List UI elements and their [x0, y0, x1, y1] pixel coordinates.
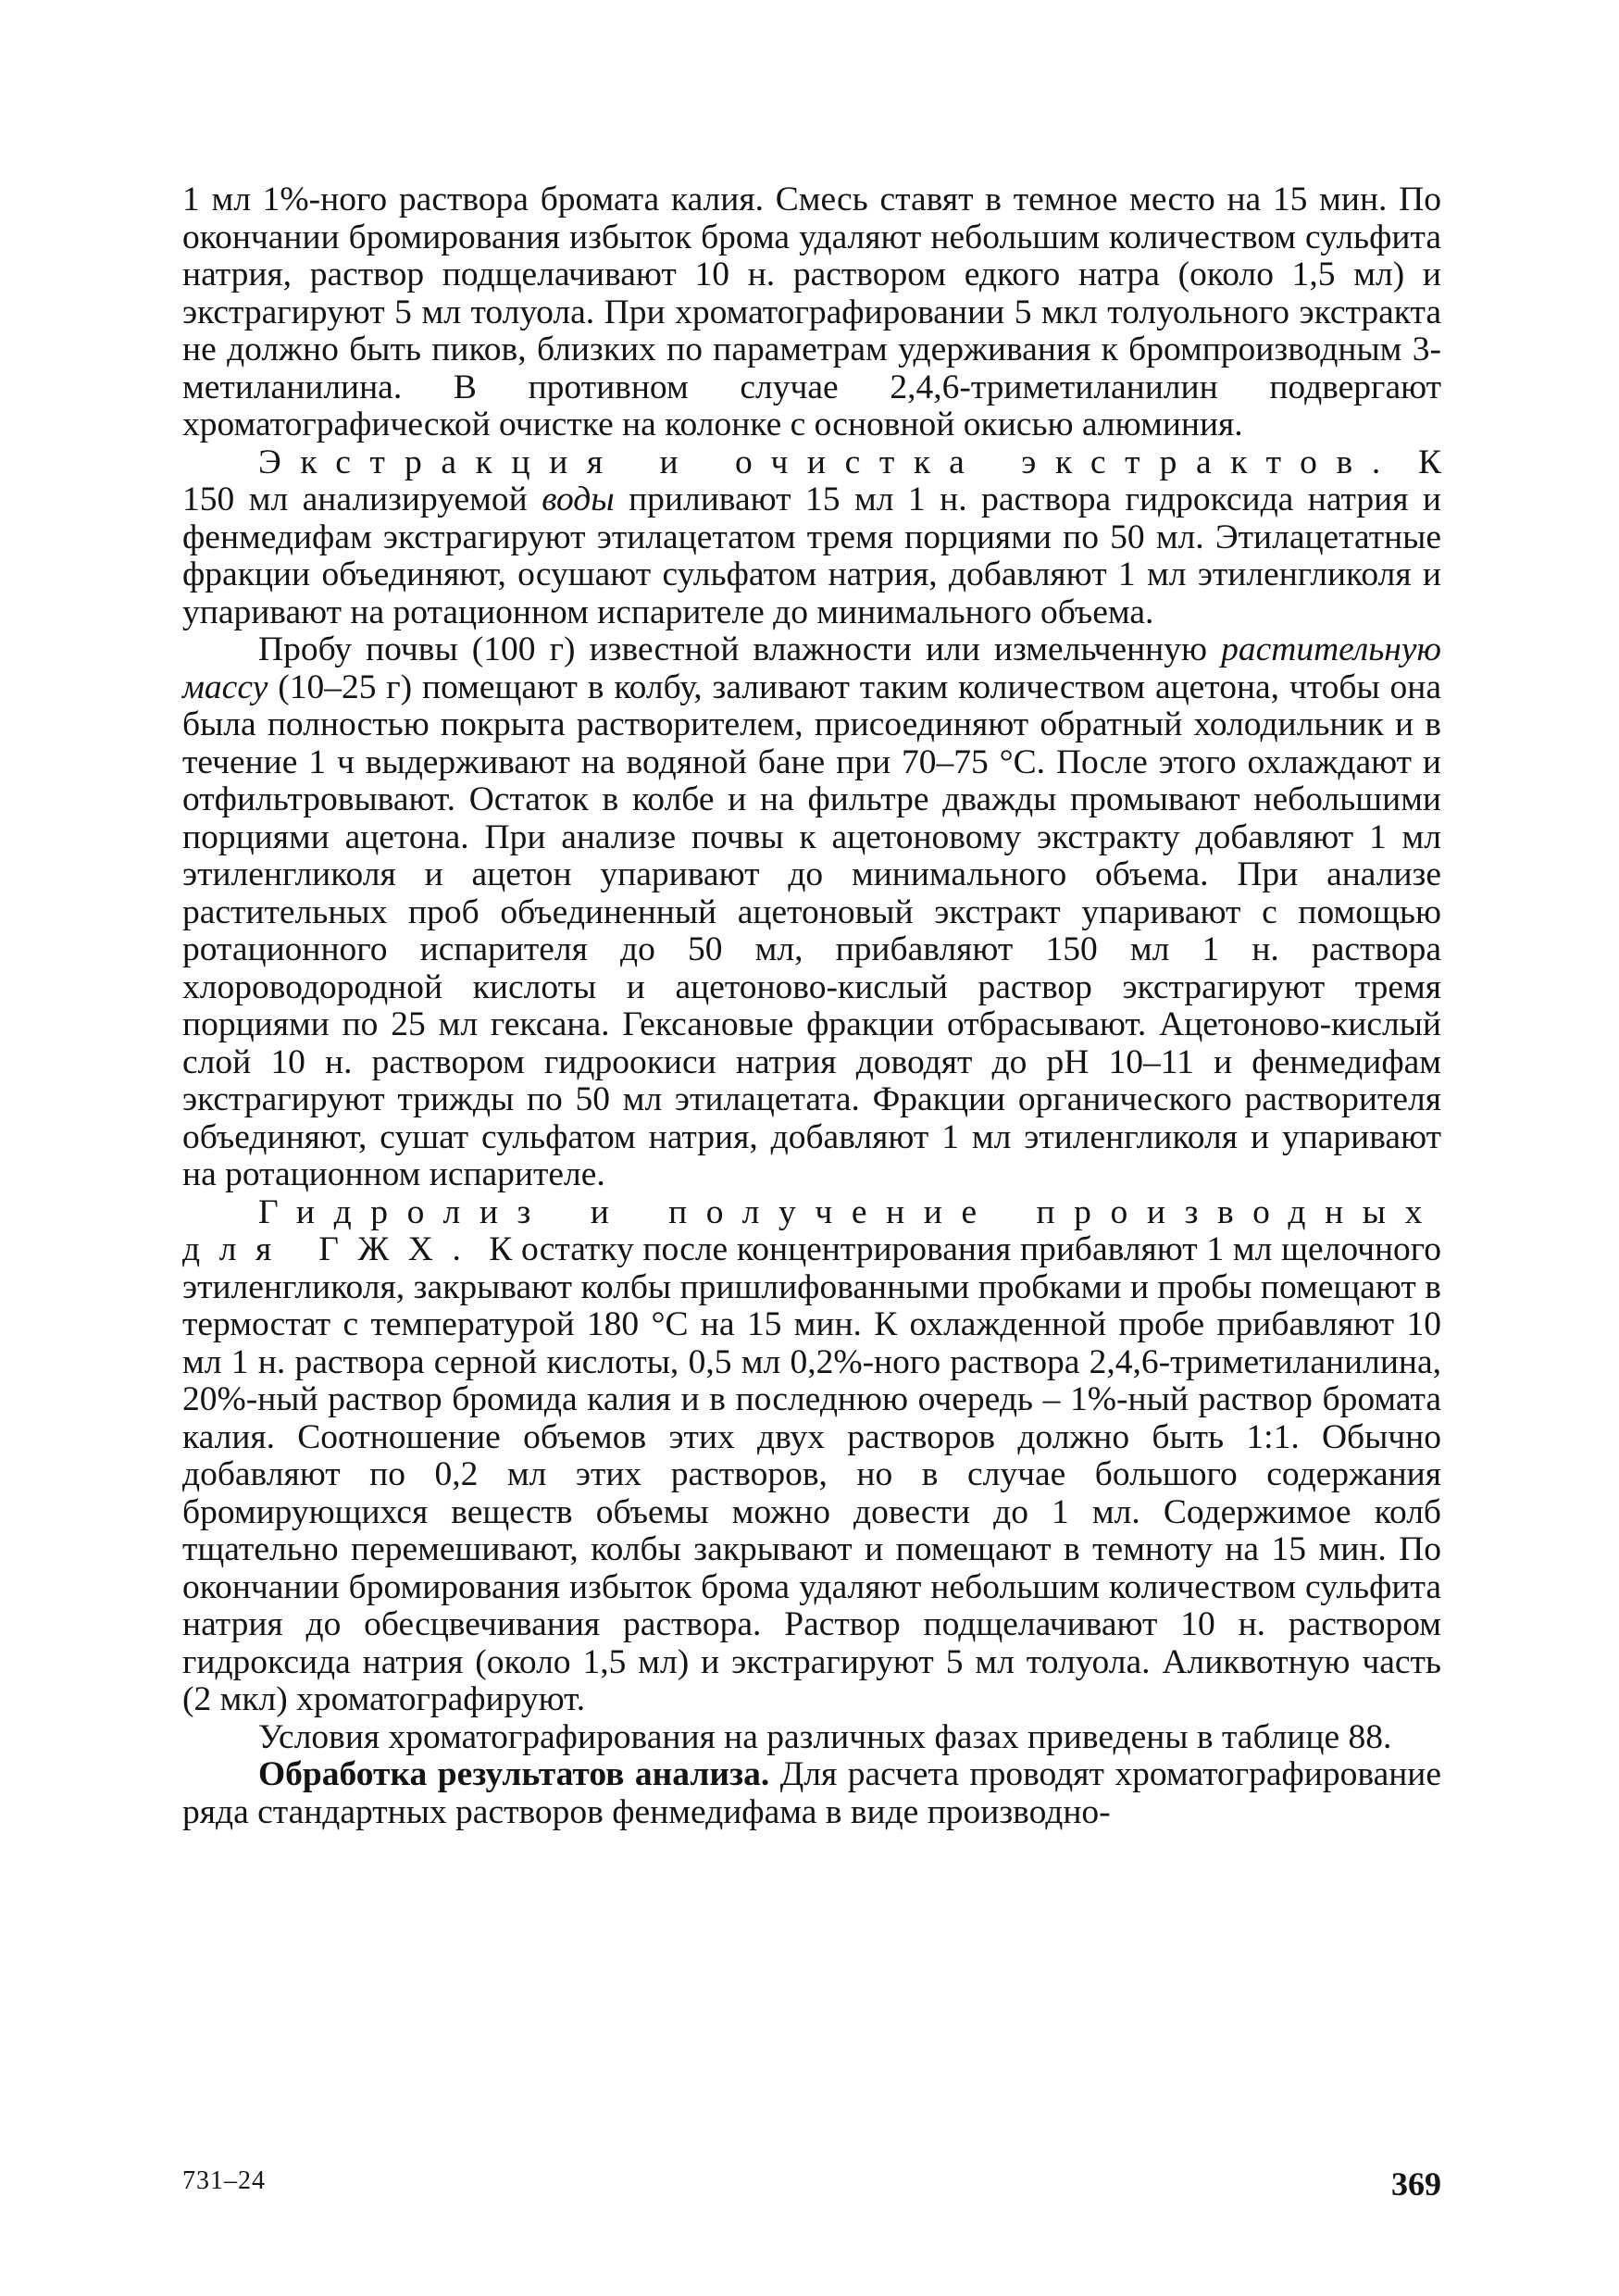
printer-signature: 731–24	[182, 2166, 266, 2195]
paragraph-soil-text-a: Пробу почвы (100 г) известной влажности или измельченную	[258, 630, 1222, 668]
paragraph-extraction-text-b: приливают 15 мл 1 н. раствора гидроксида натрия и фенмедифам экстрагируют этилацетатом тремя порциями по 50 мл. Этилацетатные фракции объединяют, осушают сульфатом натрия, добавляют 1 мл этиленгликоля и упаривают на ротационном испарителе до минимального объема.	[182, 480, 1441, 631]
section-heading-extraction: Экстракция и очистка экстрактов.	[258, 443, 1400, 481]
paragraph-hydrolysis-text: К остатку после концентрирования прибавляют 1 мл щелочного этиленгликоля, закрывают колбы пришлифованными пробками и пробы помещают в термостат с температурой 180 °С на 15 мин. К охлажденной пробе прибавляют 10 мл 1 н. раствора серной кислоты, 0,5 мл 0,2%-ного раствора 2,4,6-триметиланилина, 20%-ный раствор бромида калия и в последнюю очередь – 1%-ный раствор бромата калия. Соотношение объемов этих двух растворов должно быть 1:1. Обычно добавляют по 0,2 мл этих растворов, но в случае большого содержания бромирующихся веществ объемы можно довести до 1 мл. Содержимое колб тщательно перемешивают, колбы закрывают и помещают в темноту на 15 мин. По окончании бромирования избыток брома удаляют небольшим количеством сульфита натрия до обесцвечивания раствора. Раствор подщелачивают 10 н. раствором гидроксида натрия (около 1,5 мл) и экстрагируют 5 мл толуола. Аликвотную часть (2 мкл) хроматографируют.	[182, 1230, 1441, 1718]
paragraph-soil-italic: растительную массу	[182, 630, 1441, 706]
page-body	[182, 181, 1441, 1831]
paragraph-bromination: 1 мл 1%-ного раствора бромата калия. Смесь ставят в темное место на 15 мин. По окончании бромирования избыток брома удаляют небольшим количеством сульфита натрия, раствор подщелачивают 10 н. раствором едкого натра (около 1,5 мл) и экстрагируют 5 мл толуола. При хроматографировании 5 мкл толуольного экстракта не должно быть пиков, близких по параметрам удерживания к бромпроизводным 3-метиланилина. В противном случае 2,4,6-триметиланилин подвергают хроматографической очистке на колонке с основной окисью алюминия.	[182, 181, 1441, 443]
paragraph-results	[182, 1756, 1441, 1831]
paragraph-soil-text-b: (10–25 г) помещают в колбу, заливают таким количеством ацетона, чтобы она была полностью покрыта растворителем, присоединяют обратный холодильник и в течение 1 ч выдерживают на водяной бане при 70–75 °С. После этого охлаждают и отфильтровывают. Остаток в колбе и на фильтре дважды промывают небольшими порциями ацетона. При анализе почвы к ацетоновому экстракту добавляют 1 мл этиленгликоля и ацетон упаривают до минимального объема. При анализе растительных проб объединенный ацетоновый экстракт упаривают с помощью ротационного испарителя до 50 мл, прибавляют 150 мл 1 н. раствора хлороводородной кислоты и ацетоново-кислый раствор экстрагируют тремя порциями по 25 мл гексана. Гексановые фракции отбрасывают. Ацетоново-кислый слой 10 н. раствором гидроокиси натрия доводят до рН 10–11 и фенмедифам экстрагируют трижды по 50 мл этилацетата. Фракции органического растворителя объединяют, сушат сульфатом натрия, добавляют 1 мл этиленгликоля и упаривают на ротационном испарителе.	[182, 668, 1441, 1193]
page-number: 369	[1391, 2165, 1441, 2202]
paragraph-results-text: Для расчета проводят хроматографирование ряда стандартных растворов фенмедифама в виде производно-	[182, 1755, 1441, 1831]
section-heading-results: Обработка результатов анализа.	[258, 1755, 770, 1793]
paragraph-extraction-italic: воды	[542, 480, 615, 518]
paragraph-conditions: Условия хроматографирования на различных фазах приведены в таблице 88.	[258, 1717, 1392, 1756]
paragraph-extraction	[182, 444, 1441, 632]
paragraph-soil-sample	[182, 631, 1441, 1194]
paragraph-hydrolysis	[182, 1194, 1441, 1719]
section-heading-hydrolysis: Гидролиз и получение производных для ГЖХ.	[182, 1192, 1441, 1268]
paragraph-extraction-text-a: К 150 мл анализируемой	[182, 443, 1441, 518]
